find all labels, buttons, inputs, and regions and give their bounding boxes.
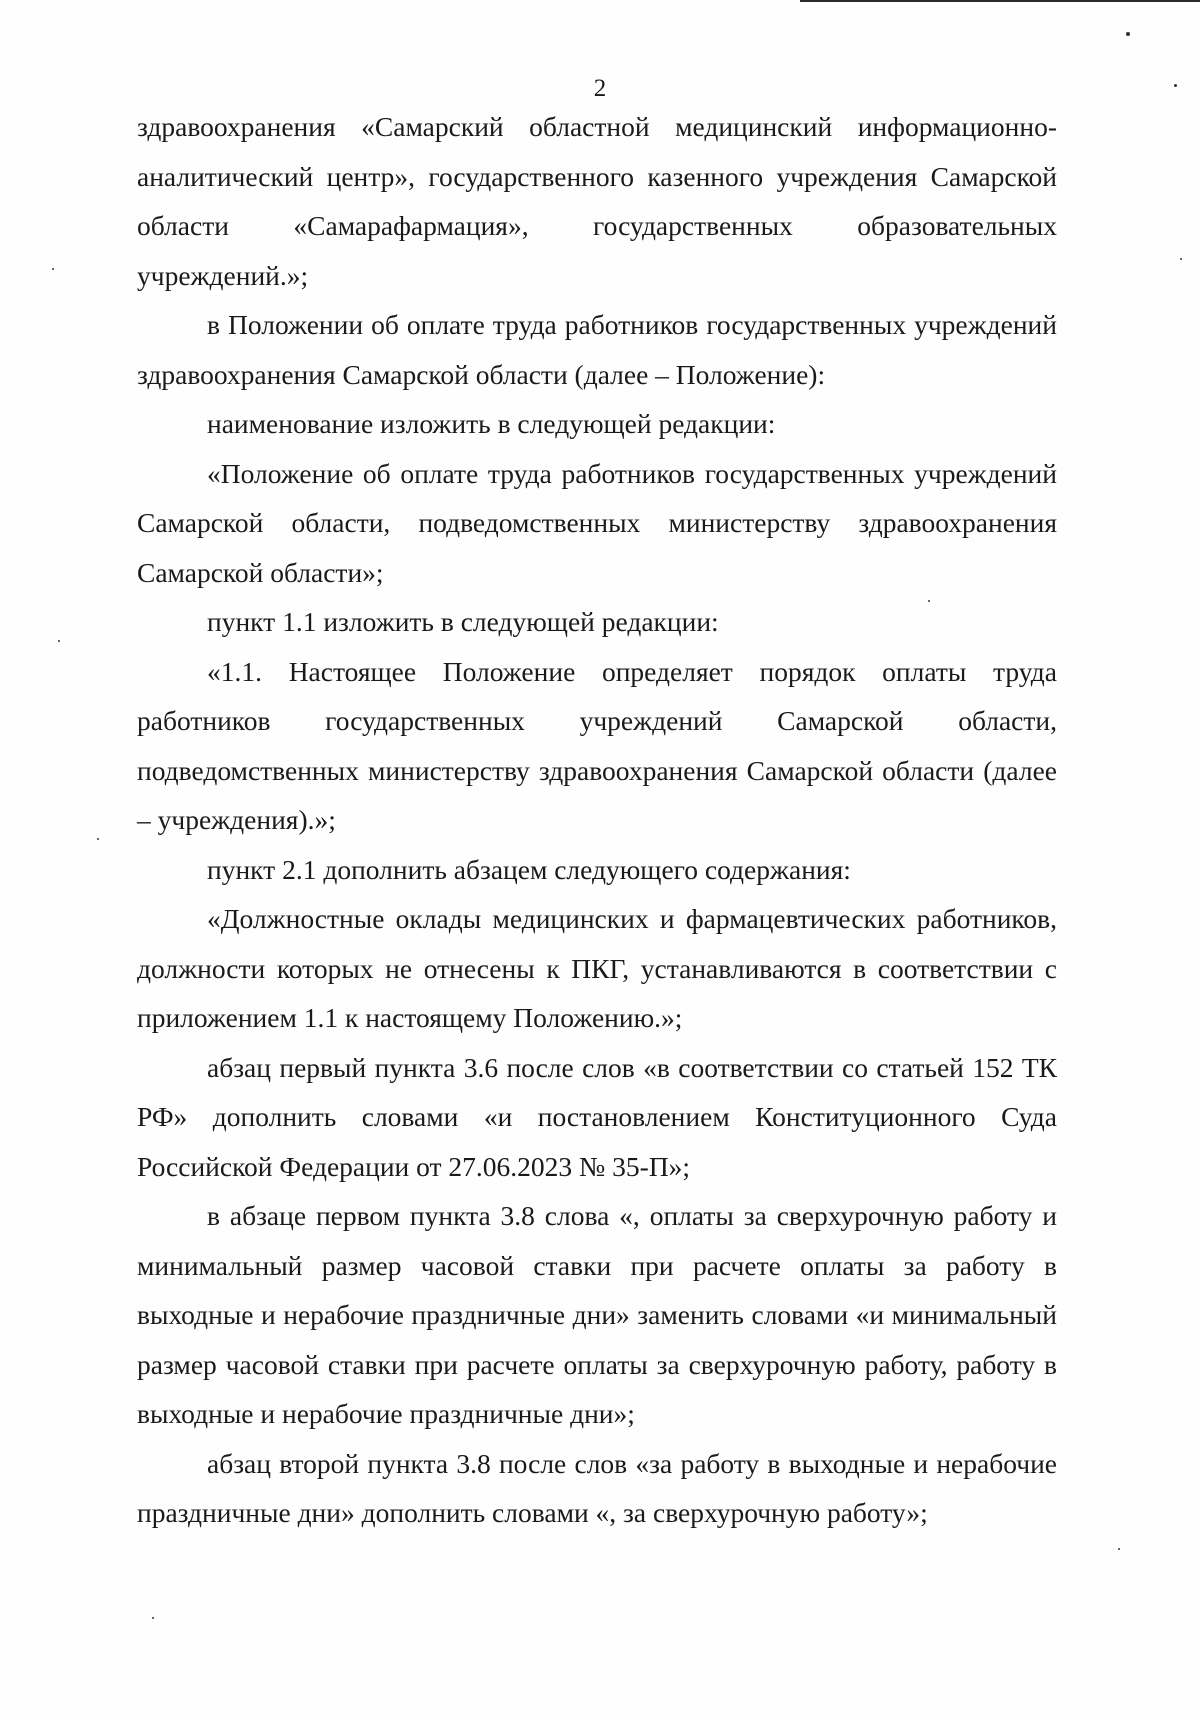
scan-edge-line bbox=[800, 0, 1200, 2]
scan-speck bbox=[1126, 32, 1130, 36]
paragraph-item-2-1-text: «Должностные оклады медицинских и фармацевтических работников, должности которых не отнесены к ПКГ, устанавливаются в соответствии с приложением 1.1 к настоящему Положению.»; bbox=[137, 903, 1057, 1033]
paragraph-polozhenie-intro: в Положении об оплате труда работников государственных учреждений здравоохранения Самарской области (далее – Положение): bbox=[137, 309, 1057, 390]
paragraph-item-3-8-second: абзац второй пункта 3.8 после слов «за работу в выходные и нерабочие праздничные дни» дополнить словами «, за сверхурочную работу»; bbox=[137, 1447, 1057, 1528]
scan-speck bbox=[1180, 258, 1182, 260]
scan-speck bbox=[1118, 1548, 1120, 1550]
scan-speck bbox=[97, 838, 99, 840]
page-number: 2 bbox=[593, 75, 607, 102]
paragraph-item-1-1-text: «1.1. Настоящее Положение определяет порядок оплаты труда работников государственных учреждений Самарской области, подведомственных министерству здравоохранения Самарской области (далее – учреждения).»; bbox=[137, 655, 1057, 835]
paragraph-continuation: здравоохранения «Самарский областной медицинский информационно-аналитический центр», государственного казенного учреждения Самарской области «Самарафармация», государственных образовательных учреждений.»; bbox=[137, 111, 1057, 291]
scan-speck bbox=[928, 600, 930, 602]
scan-speck bbox=[152, 1617, 154, 1619]
paragraph-new-title: «Положение об оплате труда работников государственных учреждений Самарской области, подведомственных министерству здравоохранения Самарской области»; bbox=[137, 457, 1057, 588]
paragraph-item-3-6: абзац первый пункта 3.6 после слов «в соответствии со статьей 152 ТК РФ» дополнить словами «и постановлением Конституционного Суда Российской Федерации от 27.06.2023 № 35-П»; bbox=[137, 1051, 1057, 1182]
paragraph-item-1-1-intro: пункт 1.1 изложить в следующей редакции: bbox=[207, 606, 719, 637]
scan-speck bbox=[58, 640, 60, 642]
paragraph-item-2-1-intro: пункт 2.1 дополнить абзацем следующего содержания: bbox=[207, 853, 851, 885]
document-body bbox=[137, 102, 1057, 1538]
paragraph-item-3-8-first: в абзаце первом пункта 3.8 слова «, оплаты за сверхурочную работу и минимальный размер часовой ставки при расчете оплаты за работу в выходные и нерабочие праздничные дни» заменить словами «и минимальный размер часовой ставки при расчете оплаты за сверхурочную работу, работу в выходные и нерабочие праздничные дни»; bbox=[137, 1200, 1057, 1429]
scan-speck bbox=[1174, 84, 1177, 87]
scan-speck bbox=[52, 268, 54, 270]
paragraph-title-change: наименование изложить в следующей редакции: bbox=[207, 408, 776, 439]
